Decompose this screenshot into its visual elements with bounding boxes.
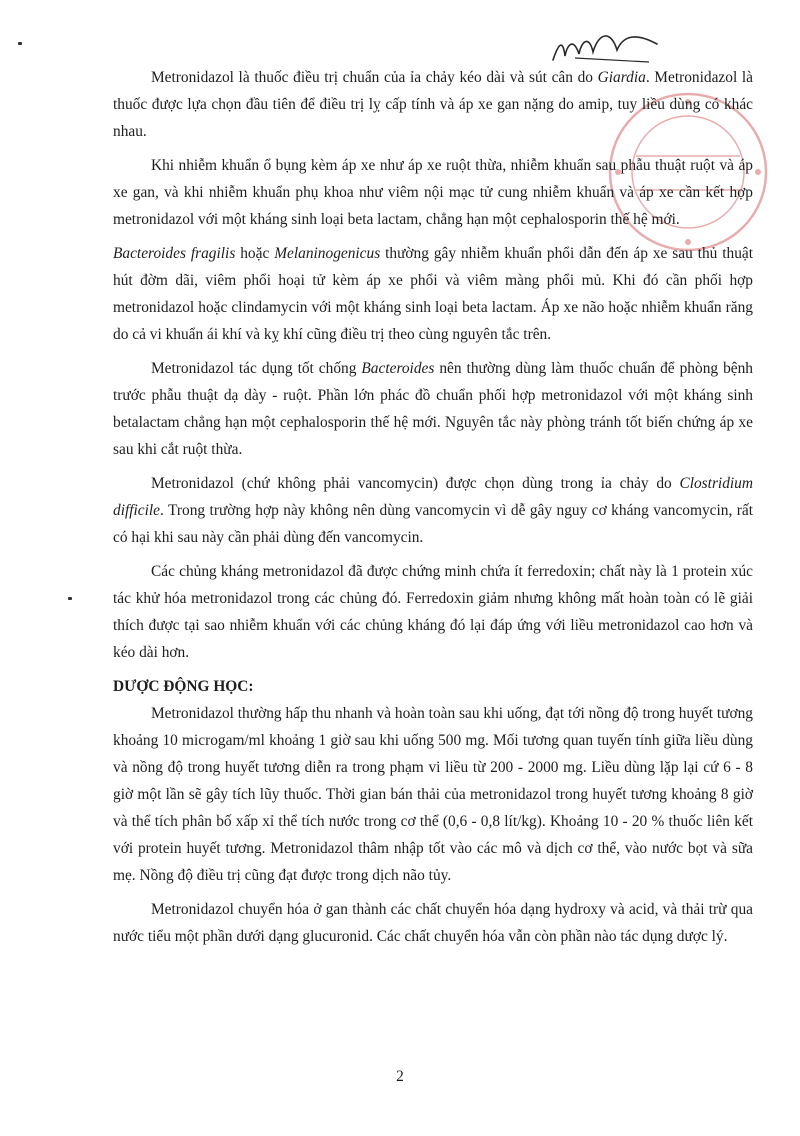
paragraph: Metronidazol là thuốc điều trị chuẩn của ỉa chảy kéo dài và sút cân do Giardia. Metronidazol là thuốc được lựa chọn đầu tiên để điều trị lỵ cấp tính và áp xe gan nặng do amip, tuy liều dùng có khác nhau. (113, 69, 753, 140)
paragraph: Metronidazol thường hấp thu nhanh và hoàn toàn sau khi uống, đạt tới nồng độ trong huyết tương khoảng 10 microgam/ml khoảng 1 giờ sau khi uống 500 mg. Mối tương quan tuyến tính giữa liều dùng và nồng độ trong huyết tương diễn ra trong phạm vi liều từ 200 - 2000 mg. Liều dùng lặp lại cứ 6 - 8 giờ một lần sẽ gây tích lũy thuốc. Thời gian bán thải của metronidazol trong huyết tương khoảng 8 giờ và thể tích phân bố xấp xỉ thể tích nước trong cơ thể (0,6 - 0,8 lít/kg). Khoảng 10 - 20 % thuốc liên kết với protein huyết tương. Metronidazol thâm nhập tốt vào các mô và dịch cơ thể, vào nước bọt và sữa mẹ. Nồng độ điều trị cũng đạt được trong dịch não tủy. (113, 705, 753, 884)
scan-mark (18, 42, 22, 45)
paragraph: Metronidazol chuyển hóa ở gan thành các chất chuyển hóa dạng hydroxy và acid, và thải trừ qua nước tiểu một phần dưới dạng glucuronid. Các chất chuyển hóa vẫn còn phần nào tác dụng dược lý. (113, 901, 753, 945)
paragraph: Khi nhiễm khuẩn ổ bụng kèm áp xe như áp xe ruột thừa, nhiễm khuẩn sau phẫu thuật ruột và áp xe gan, và khi nhiễm khuẩn phụ khoa như viêm nội mạc tử cung nhiễm khuẩn và áp xe cần kết hợp metronidazol với một kháng sinh loại beta lactam, chẳng hạn một cephalosporin thế hệ mới. (113, 157, 753, 228)
document-body (113, 64, 753, 957)
paragraph: Metronidazol (chứ không phải vancomycin) được chọn dùng trong ỉa chảy do Clostridium difficile. Trong trường hợp này không nên dùng vancomycin vì dễ gây nguy cơ kháng vancomycin, rất có hại khi sau này cần phải dùng đến vancomycin. (113, 475, 753, 546)
paragraph: Các chủng kháng metronidazol đã được chứng minh chứa ít ferredoxin; chất này là 1 protein xúc tác khử hóa metronidazol trong các chủng đó. Ferredoxin giảm nhưng không mất hoàn toàn có lẽ giải thích được tại sao nhiễm khuẩn với các chủng kháng đó lại đáp ứng với liều metronidazol cao hơn và kéo dài hơn. (113, 563, 753, 661)
paragraph: Metronidazol tác dụng tốt chống Bacteroides nên thường dùng làm thuốc chuẩn để phòng bệnh trước phẫu thuật dạ dày - ruột. Phần lớn phác đồ chuẩn phối hợp metronidazol với một kháng sinh betalactam chẳng hạn một cephalosporin thế hệ mới. Nguyên tắc này phòng tránh tốt biến chứng áp xe sau khi cắt ruột thừa. (113, 360, 753, 458)
section-heading: DƯỢC ĐỘNG HỌC: (113, 678, 254, 695)
scan-mark (68, 597, 72, 600)
paragraph: Bacteroides fragilis hoặc Melaninogenicus thường gây nhiễm khuẩn phổi dẫn đến áp xe sau thủ thuật hút đờm dãi, viêm phổi hoại tử kèm áp xe phổi và viêm màng phổi mủ. Khi đó cần phối hợp metronidazol hoặc clindamycin với một kháng sinh loại beta lactam. Áp xe não hoặc nhiễm khuẩn răng do cả vi khuẩn ái khí và kỵ khí cũng điều trị theo cùng nguyên tắc trên. (113, 245, 754, 343)
page-number: 2 (396, 1068, 404, 1085)
